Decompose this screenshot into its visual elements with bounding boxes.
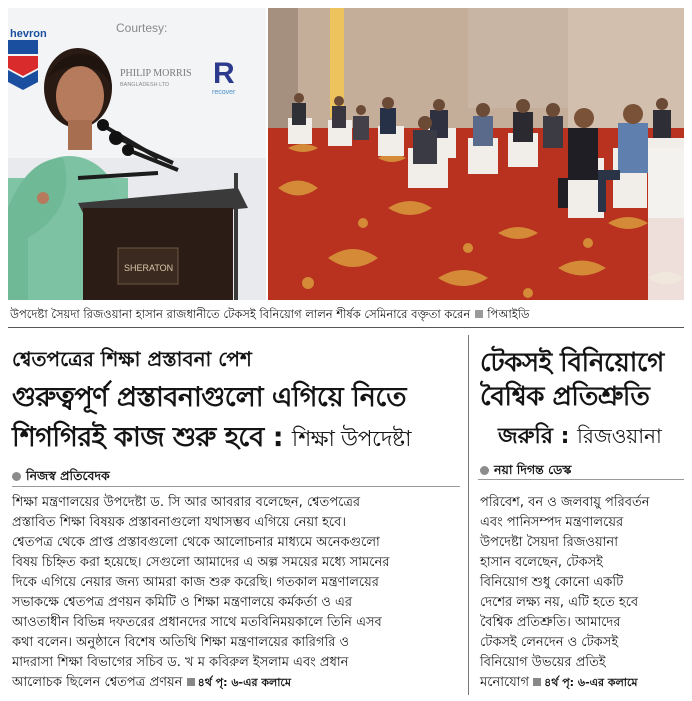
- side-byline-text: নয়া দিগন্ত ডেস্ক: [494, 462, 572, 477]
- side-body-line: পরিবেশ, বন ও জলবায়ু পরিবর্তন: [480, 495, 650, 510]
- main-headline-source: শিক্ষা উপদেষ্টা: [291, 427, 411, 452]
- divider: [8, 327, 684, 328]
- main-byline: [12, 468, 110, 488]
- side-body-line: এবং পানিসম্পদ মন্ত্রণালয়ের: [480, 515, 624, 530]
- svg-text:hevron: hevron: [10, 28, 47, 40]
- main-byline-text: নিজস্ব প্রতিবেদক: [26, 468, 110, 483]
- side-body-last-line: [480, 674, 680, 692]
- main-body-line: সভাকক্ষে শ্বেতপত্র প্রণয়ন কমিটি ও শিক্ষা মন্ত্রণালয়ে কর্মকর্তা ও এর: [12, 595, 352, 610]
- photo-speaker: [8, 8, 266, 300]
- svg-text:PHILIP MORRIS: PHILIP MORRIS: [120, 68, 192, 79]
- side-continued-text: ৪র্থ পৃ: ৬-এর কলামে: [544, 676, 638, 689]
- main-continued-text: ৪র্থ পৃ: ৬-এর কলামে: [197, 676, 291, 689]
- main-continued-link[interactable]: [187, 676, 291, 689]
- side-headline-line-3: [498, 420, 662, 453]
- side-headline-text: জরুরি :: [498, 424, 570, 449]
- main-body-line: দিকে এগিয়ে নেয়ার জন্য আমরা কাজ শুরু করেছি। গতকাল মন্ত্রণালয়ের: [12, 575, 379, 590]
- side-body-line: হাসান বলেছেন, টেকসই: [480, 555, 603, 570]
- chevron-logo-icon: [8, 40, 38, 90]
- side-headline-line-1: টেকসই বিনিয়োগে: [480, 348, 664, 378]
- main-headline-line-1: গুরুত্বপূর্ণ প্রস্তাবনাগুলো এগিয়ে নিতে: [12, 382, 406, 413]
- main-body-line: বিষয় চিহ্নিত করা হয়েছে। সেগুলো আমাদের এ অল্প সময়ের মধ্যে সামনের: [12, 555, 390, 570]
- main-body-line: কথা বলেন। অনুষ্ঠানে বিশেষ অতিথি শিক্ষা মন্ত্রণালয়ের কারিগরি ও: [12, 635, 350, 650]
- bullet-dot-icon: [12, 472, 21, 481]
- side-headline-line-2: বৈশ্বিক প্রতিশ্রুতি: [480, 382, 650, 412]
- side-body-line: বিনিয়োগ উভয়ের প্রতিই: [480, 655, 606, 670]
- square-bullet-icon: [533, 678, 541, 686]
- side-headline-source: রিজওয়ানা: [577, 424, 662, 448]
- main-body-line: শ্বেতপত্র থেকে প্রাপ্ত প্রস্তাবগুলো থেকে আলোচনার মাধ্যমে অনেকগুলো: [12, 535, 380, 550]
- main-headline-text: শিগগিরই কাজ শুরু হবে :: [12, 422, 284, 453]
- side-body-line: দেশের লক্ষ্য নয়, এটি হতে হবে: [480, 595, 639, 610]
- recover-logo-icon: [212, 57, 236, 96]
- main-headline-line-2: [12, 420, 411, 458]
- side-body-last-text: মনোযোগ: [480, 675, 529, 690]
- byline-divider: [12, 486, 460, 487]
- podium: [78, 188, 248, 300]
- photo-audience: [268, 8, 684, 300]
- square-bullet-icon: [187, 678, 195, 686]
- svg-text:SHERATON: SHERATON: [124, 263, 174, 273]
- column-divider: [468, 335, 469, 695]
- main-kicker: শ্বেতপত্রের শিক্ষা প্রস্তাবনা পেশ: [12, 347, 252, 371]
- side-body-line: বৈশ্বিক প্রতিশ্রুতি। আমাদের: [480, 615, 621, 630]
- svg-text:R: R: [213, 57, 235, 90]
- bullet-dot-icon: [480, 466, 489, 475]
- caption-text: উপদেষ্টা সৈয়দা রিজওয়ানা হাসান রাজধানীতে টেকসই বিনিয়োগ লালন শীর্ষক সেমিনারে বক্তৃতা করেন: [10, 307, 471, 321]
- svg-text:Courtesy:: Courtesy:: [116, 21, 168, 35]
- main-body-line: শিক্ষা মন্ত্রণালয়ের উপদেষ্টা ড. সি আর আবরার বলেছেন, শ্বেতপত্রের: [12, 495, 361, 510]
- side-body-line: উপদেষ্টা সৈয়দা রিজওয়ানা: [480, 535, 618, 550]
- main-body-line: আওতাধীন বিভিন্ন দফতরের প্রধানদের সাথে মতবিনিময়কালে তিনি এসব: [12, 615, 382, 630]
- side-body-line: টেকসই লেনদেন ও টেকসই: [480, 635, 619, 650]
- caption-credit: পিআইডি: [487, 307, 530, 321]
- svg-text:BANGLADESH LTD: BANGLADESH LTD: [120, 82, 170, 88]
- side-body-line: বিনিয়োগ শুধু কোনো একটি: [480, 575, 624, 590]
- svg-text:recover: recover: [212, 89, 236, 96]
- byline-divider: [478, 479, 684, 480]
- square-bullet-icon: [475, 310, 483, 318]
- main-body-line: মাদরাসা শিক্ষা বিভাগের সচিব ড. খ ম কবিরুল ইসলাম এবং প্রধান: [12, 655, 349, 670]
- main-body-line: প্রস্তাবিত শিক্ষা বিষয়ক প্রস্তাবনাগুলো যথাসম্ভব এগিয়ে নেয়া হবে।: [12, 515, 347, 530]
- side-continued-link[interactable]: [533, 676, 637, 689]
- main-body-last-text: আলোচক ছিলেন শ্বেতপত্র প্রণয়ন: [12, 675, 183, 690]
- photo-caption: [10, 306, 682, 322]
- main-body-last-line: [12, 674, 462, 692]
